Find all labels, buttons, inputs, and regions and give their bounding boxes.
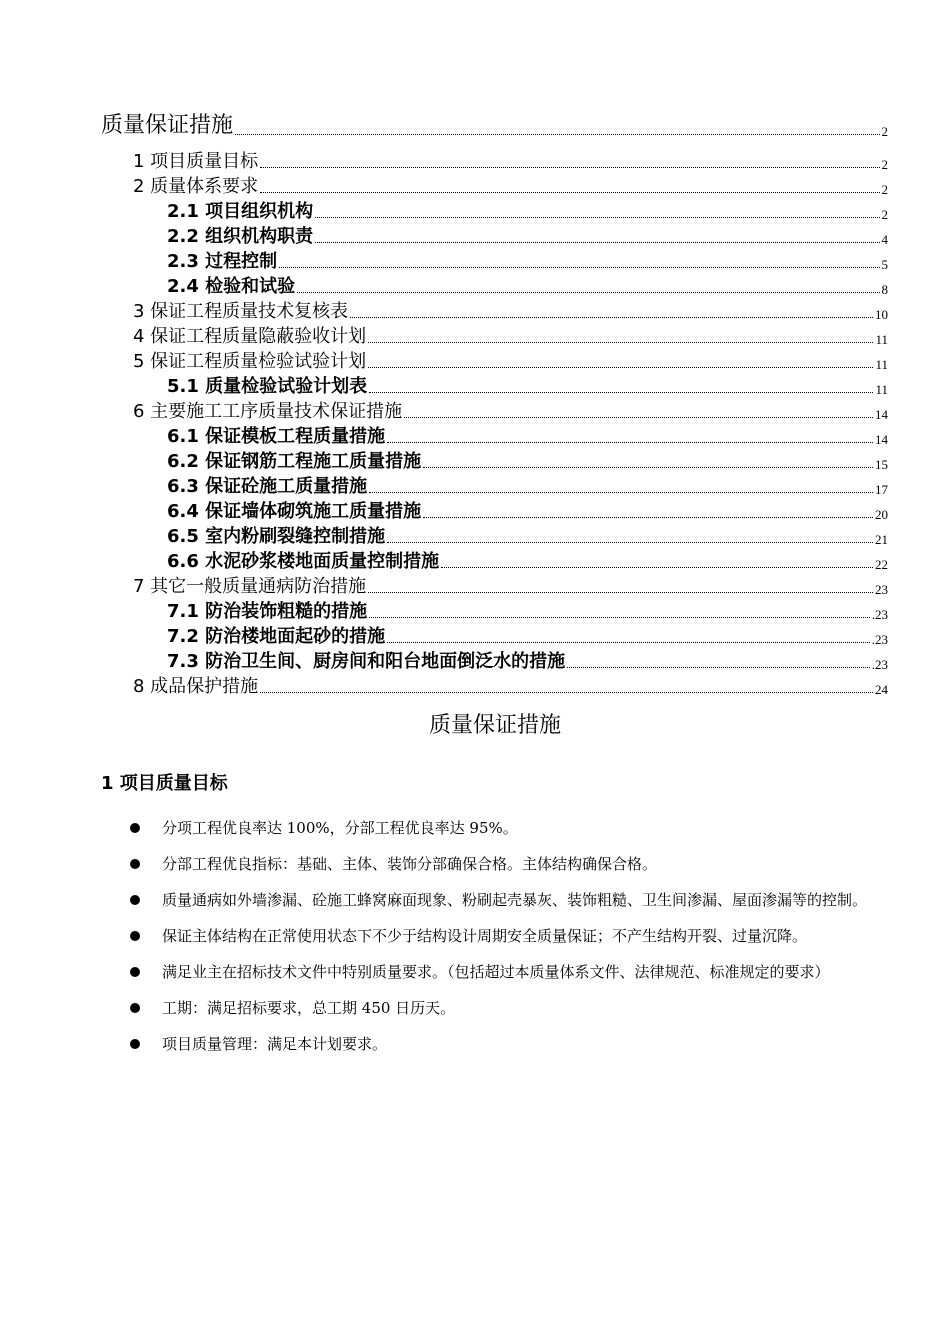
bullet-icon (130, 859, 140, 869)
list-item-text: 分项工程优良率达 100%，分部工程优良率达 95%。 (162, 819, 518, 837)
list-item-text: 项目质量管理：满足本计划要求。 (162, 1035, 388, 1053)
toc-entry-page: 11 (875, 332, 888, 347)
toc-entry[interactable] (167, 501, 888, 523)
toc-leader (260, 191, 879, 193)
toc-entry[interactable] (167, 451, 888, 473)
bullet-icon (130, 895, 140, 905)
toc-entry-page: .23 (871, 632, 888, 647)
toc-leader (441, 566, 873, 568)
toc-entry-label: 6.3 保证砼施工质量措施 (167, 476, 368, 497)
toc-entry-page: 14 (875, 407, 888, 422)
toc-leader (235, 133, 879, 135)
toc-leader (368, 591, 873, 593)
toc-leader (369, 616, 870, 618)
list-item-text: 保证主体结构在正常使用状态下不少于结构设计周期安全质量保证；不产生结构开裂、过量沉降。 (162, 927, 808, 945)
toc-entry-page: 10 (875, 307, 888, 322)
toc-entry[interactable] (101, 112, 888, 140)
toc-entry-label: 6.4 保证墙体砌筑施工质量措施 (167, 501, 422, 522)
toc-entry-label: 6.1 保证模板工程质量措施 (167, 426, 386, 447)
toc-entry-label: 5.1 质量检验试验计划表 (167, 376, 368, 397)
list-item-text: 分部工程优良指标：基础、主体、装饰分部确保合格。主体结构确保合格。 (162, 855, 658, 873)
toc-entry-label: 2.1 项目组织机构 (167, 201, 314, 222)
bullet-icon (130, 931, 140, 941)
bullet-icon (130, 823, 140, 833)
toc-entry-page: 21 (875, 532, 888, 547)
toc-entry[interactable] (167, 601, 888, 623)
toc-entry-label: 7 其它一般质量通病防治措施 (133, 576, 367, 597)
toc-entry[interactable] (167, 476, 888, 498)
toc-entry-page: 14 (875, 432, 888, 447)
toc-leader (369, 391, 873, 393)
toc-entry-page: 20 (875, 507, 888, 522)
toc-entry[interactable] (133, 401, 888, 423)
toc-entry[interactable] (133, 351, 888, 373)
toc-entry-label: 4 保证工程质量隐蔽验收计划 (133, 326, 367, 347)
toc-leader (423, 466, 873, 468)
toc-entry[interactable] (167, 276, 888, 298)
toc-entry-label: 7.1 防治装饰粗糙的措施 (167, 601, 368, 622)
toc-entry[interactable] (133, 576, 888, 598)
bullet-list (128, 810, 896, 1062)
toc-entry-page: 5 (881, 257, 888, 272)
toc-entry-label: 1 项目质量目标 (133, 151, 259, 172)
toc-entry[interactable] (167, 551, 888, 573)
toc-entry-page: 24 (875, 682, 888, 697)
toc-leader (387, 541, 873, 543)
toc-entry[interactable] (167, 226, 888, 248)
document-title: 质量保证措施 (428, 713, 561, 738)
toc-entry-label: 2 质量体系要求 (133, 176, 259, 197)
toc-entry-page: 11 (875, 357, 888, 372)
list-item (128, 810, 896, 846)
toc-leader (567, 666, 870, 668)
toc-entry[interactable] (167, 426, 888, 448)
toc-entry[interactable] (167, 251, 888, 273)
toc-leader (260, 691, 873, 693)
toc-entry-label: 3 保证工程质量技术复核表 (133, 301, 349, 322)
toc-entry-label: 2.4 检验和试验 (167, 276, 296, 297)
toc-leader (350, 316, 873, 318)
toc-entry-label: 6 主要施工工序质量技术保证措施 (133, 401, 403, 422)
toc-entry[interactable] (167, 376, 888, 398)
toc-entry-label: 2.3 过程控制 (167, 251, 278, 272)
toc-leader (404, 416, 873, 418)
toc-entry[interactable] (167, 651, 888, 673)
toc-entry-label: 6.5 室内粉刷裂缝控制措施 (167, 526, 386, 547)
toc-entry-label: 8 成品保护措施 (133, 676, 259, 697)
toc-entry-page: 2 (881, 157, 888, 172)
toc-entry[interactable] (133, 176, 888, 198)
toc-leader (387, 641, 870, 643)
toc-leader (297, 291, 879, 293)
toc-entry-page: 2 (881, 124, 888, 139)
toc-entry[interactable] (133, 301, 888, 323)
toc-entry-page: .23 (871, 607, 888, 622)
toc-leader (279, 266, 879, 268)
toc-leader (369, 491, 873, 493)
toc-entry-page: 15 (875, 457, 888, 472)
bullet-icon (130, 967, 140, 977)
toc-leader (260, 166, 879, 168)
bullet-icon (130, 1003, 140, 1013)
list-item-text: 质量通病如外墙渗漏、砼施工蜂窝麻面现象、粉刷起壳暴灰、装饰粗糙、卫生间渗漏、屋面渗漏等的控制。 (162, 891, 868, 909)
toc-entry-label: 质量保证措施 (101, 113, 234, 138)
list-item (128, 954, 896, 990)
list-item-text: 工期：满足招标要求，总工期 450 日历天。 (162, 999, 456, 1017)
toc-entry-label: 6.6 水泥砂浆楼地面质量控制措施 (167, 551, 440, 572)
toc-leader (423, 516, 873, 518)
toc-entry[interactable] (133, 151, 888, 173)
bullet-icon (130, 1039, 140, 1049)
toc-entry[interactable] (167, 626, 888, 648)
toc-entry-page: 22 (875, 557, 888, 572)
toc-leader (387, 441, 873, 443)
section-heading: 1 项目质量目标 (101, 773, 228, 794)
list-item (128, 1026, 896, 1062)
toc-entry-label: 2.2 组织机构职责 (167, 226, 314, 247)
toc-entry-page: 8 (881, 282, 888, 297)
toc-entry-page: 17 (875, 482, 888, 497)
list-item (128, 882, 896, 918)
toc-entry-label: 5 保证工程质量检验试验计划 (133, 351, 367, 372)
list-item (128, 990, 896, 1026)
toc-entry-page: 2 (881, 207, 888, 222)
toc-entry-page: .23 (871, 657, 888, 672)
list-item (128, 846, 896, 882)
toc-entry-label: 7.2 防治楼地面起砂的措施 (167, 626, 386, 647)
toc-leader (368, 366, 873, 368)
toc-entry-page: 11 (875, 382, 888, 397)
toc-entry[interactable] (133, 676, 888, 698)
list-item-text: 满足业主在招标技术文件中特别质量要求。（包括超过本质量体系文件、法律规范、标准规定的要求） (162, 963, 830, 981)
toc-entry-page: 4 (881, 232, 888, 247)
toc-leader (315, 216, 879, 218)
toc-entry-label: 6.2 保证钢筋工程施工质量措施 (167, 451, 422, 472)
toc-entry-label: 7.3 防治卫生间、厨房间和阳台地面倒泛水的措施 (167, 651, 566, 672)
toc-entry-page: 2 (881, 182, 888, 197)
toc-entry-page: 23 (875, 582, 888, 597)
toc-entry[interactable] (133, 326, 888, 348)
toc-entry[interactable] (167, 201, 888, 223)
toc-leader (368, 341, 873, 343)
toc-leader (315, 241, 879, 243)
toc-entry[interactable] (167, 526, 888, 548)
list-item (128, 918, 896, 954)
